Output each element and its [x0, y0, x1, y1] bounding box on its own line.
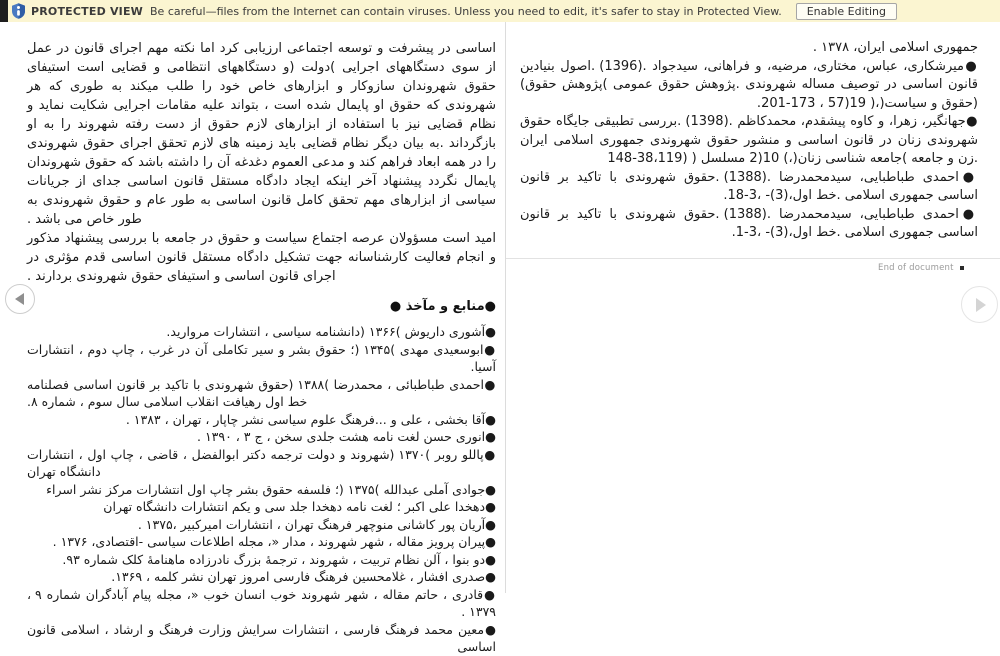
chevron-right-icon [976, 298, 986, 312]
reference-item: ●ابوسعیدی مهدی )۱۳۴۵ (؛ حقوق بشر و سیر تکاملی آن در غرب ، چاپ دوم ، انتشارات آسیا. [27, 341, 496, 374]
page-right [505, 22, 1000, 593]
enable-editing-button[interactable]: Enable Editing [796, 3, 897, 20]
reference-item: ●دو بنوا ، آلن نظام تربیت ، شهروند ، ترجمهٔ بزرگ نادرزاده ماهنامهٔ کلک شماره ۹۳. [62, 551, 496, 567]
reference-item: ●معین محمد فرهنگ فارسی ، انتشارات سرایش وزارت فرهنگ و ارشاد ، اسلامی قانون اساسی [27, 621, 496, 654]
page-left [0, 22, 505, 654]
end-of-document [878, 263, 964, 273]
reference-item: ●احمدی طباطبائی ، محمدرضا )۱۳۸۸ (حقوق شهروندی با تاکید بر قانون اساسی فصلنامه خط اول رهیافت انقلاب اسلامی سال سوم ، شماره ۸. [27, 376, 496, 409]
page-bottom-edge [506, 258, 1000, 259]
body-paragraph: امید است مسؤولان عرصه اجتماع سیاست و حقوق در جامعه با بررسی پیشنهاد مذکور و انجام فعالیت کارشناسانه جهت تشکیل دادگاه مستقل قانون اساسی قدم مؤثری در اجرای قانون اساسی و استیفای حقوق شهروندی بردارند . [27, 231, 496, 284]
window-corner [0, 0, 8, 22]
reference-item: ●احمدی طباطبایی، سیدمحمدرضا .(1388) .حقوق شهروندی با تاکید بر قانون اساسی جمهوری اسلامی .خط اول،(3)- ،3-1. [520, 206, 979, 240]
reference-item: ●جهانگیر، زهرا، و کاوه پیشقدم، محمدکاظم .(1398) .بررسی تطبیقی جایگاه حقوق شهروندی زنان در قانون اساسی و منشور حقوق شهروندی جمهوری اسلامی ایران .زن و جامعه )جامعه شناسی زنان(،) 10(2 مسلسل ( (38،119-148 [520, 114, 978, 166]
reference-item: ●آشوری داریوش )۱۳۶۶ (دانشنامه سیاسی ، انتشارات مروارید. [166, 324, 496, 339]
end-of-document-label: End of document [878, 263, 954, 273]
protected-view-bar [0, 0, 1000, 22]
references-list [27, 323, 496, 656]
next-page-button[interactable] [961, 286, 998, 323]
end-of-document-marker-icon [960, 266, 964, 270]
shield-icon [12, 3, 25, 19]
reference-item: ●قادری ، حاتم مقاله ، شهر شهروند خوب انسان خوب «، مجله پیام آبادگران شماره ۹ ، ۱۳۷۹ . [27, 586, 496, 619]
reference-item: ●دهخدا علی اکبر ؛ لغت نامه دهخدا جلد سی و یکم انتشارات دانشگاه تهران [103, 499, 496, 514]
reference-item: ●پاللو روبر )۱۳۷۰ (شهروند و دولت ترجمه دکتر ابوالفضل ، قاضی ، چاپ اول ، انتشارات دانشگاه تهران [27, 446, 496, 479]
reference-item: ●آقا بخشی ، علی و ...فرهنگ علوم سیاسی نشر چاپار ، تهران ، ۱۳۸۳ . [125, 411, 496, 427]
reference-item: ●احمدی طباطبایی، سیدمحمدرضا .(1388) .حقوق شهروندی با تاکید بر قانون اساسی جمهوری اسلامی .خط اول،(3)- ،3-18. [520, 169, 979, 203]
reference-item: ●انوری حسن لغت نامه هشت جلدی سخن ، ج ۳ ، ۱۳۹۰ . [197, 429, 496, 444]
body-paragraph: اساسی در پیشرفت و توسعه اجتماعی ارزیابی کرد اما نکته مهم اجرای قانون در عمل از سوی دستگاههای اجرایی )دولت (و دستگاههای انتظامی و قضایی است استیفای حقوق شهروندان سازوکار و ابزارهای خاص خود را طلب میکند به طوری که هر شهروندی که حقوق او پایمال شده است ، بتواند علیه مقامات اجرایی شکایت نماید و نظام قضایی نیز با استفاده از ابزارهای لازم حقوق از دست رفته شهروند را به او بازگرداند .به بیان دیگر نظام قضایی باید زمینه های لازم تحقق اجرای حقوق شهروندی را در همه ابعاد فراهم کند و مدعی العموم دغدغه آن را داشته باشد که حقوق شهروندان پایمال نگردد پیشنهاد آخر اینکه ایجاد دادگاه مستقل قانون اساسی جدای از جریانات سیاسی از ابزارهای مهم تحقق کامل قانون اساسی به طور عام و حقوق شهروندی به طور خاص می باشد . [27, 41, 496, 227]
references-heading: ●منابع و مآخذ ● [389, 299, 496, 314]
document-area [0, 22, 1000, 654]
reference-item: ●صدری افشار ، غلامحسین فرهنگ فارسی امروز تهران نشر کلمه ، ۱۳۶۹. [111, 569, 496, 584]
reference-item: ●میرشکاری، عباس، مختاری، مرضیه، و فراهانی، سیدجواد .(1396) .اصول بنیادین قانون اساسی در توصیف مساله شهروندی .پژوهش حقوق عمومی )پژوهش حقوق) (حقوق و سیاست(،( 19(57 ، 173-201. [520, 58, 978, 111]
protected-view-title: PROTECTED VIEW [31, 4, 144, 18]
reference-item: ●آریان پور کاشانی منوچهر فرهنگ تهران ، انتشارات امیرکبیر ،۱۳۷۵ . [137, 516, 496, 532]
reference-item: ●جوادی آملی عبدالله )۱۳۷۵ (؛ فلسفه حقوق بشر چاپ اول انتشارات مرکز نشر اسراء [46, 481, 496, 497]
reference-item: ●پیران پرویز مقاله ، شهر شهروند ، مدار «، مجله اطلاعات سیاسی -اقتصادی، ۱۳۷۶ . [52, 534, 496, 549]
chevron-left-icon [15, 293, 24, 305]
reference-continuation: جمهوری اسلامی ایران، ۱۳۷۸ . [812, 40, 978, 55]
protected-view-message: Be careful—files from the Internet can contain viruses. Unless you need to edit, it's safer to stay in Protected View. [150, 4, 782, 18]
previous-page-button[interactable] [5, 284, 35, 314]
